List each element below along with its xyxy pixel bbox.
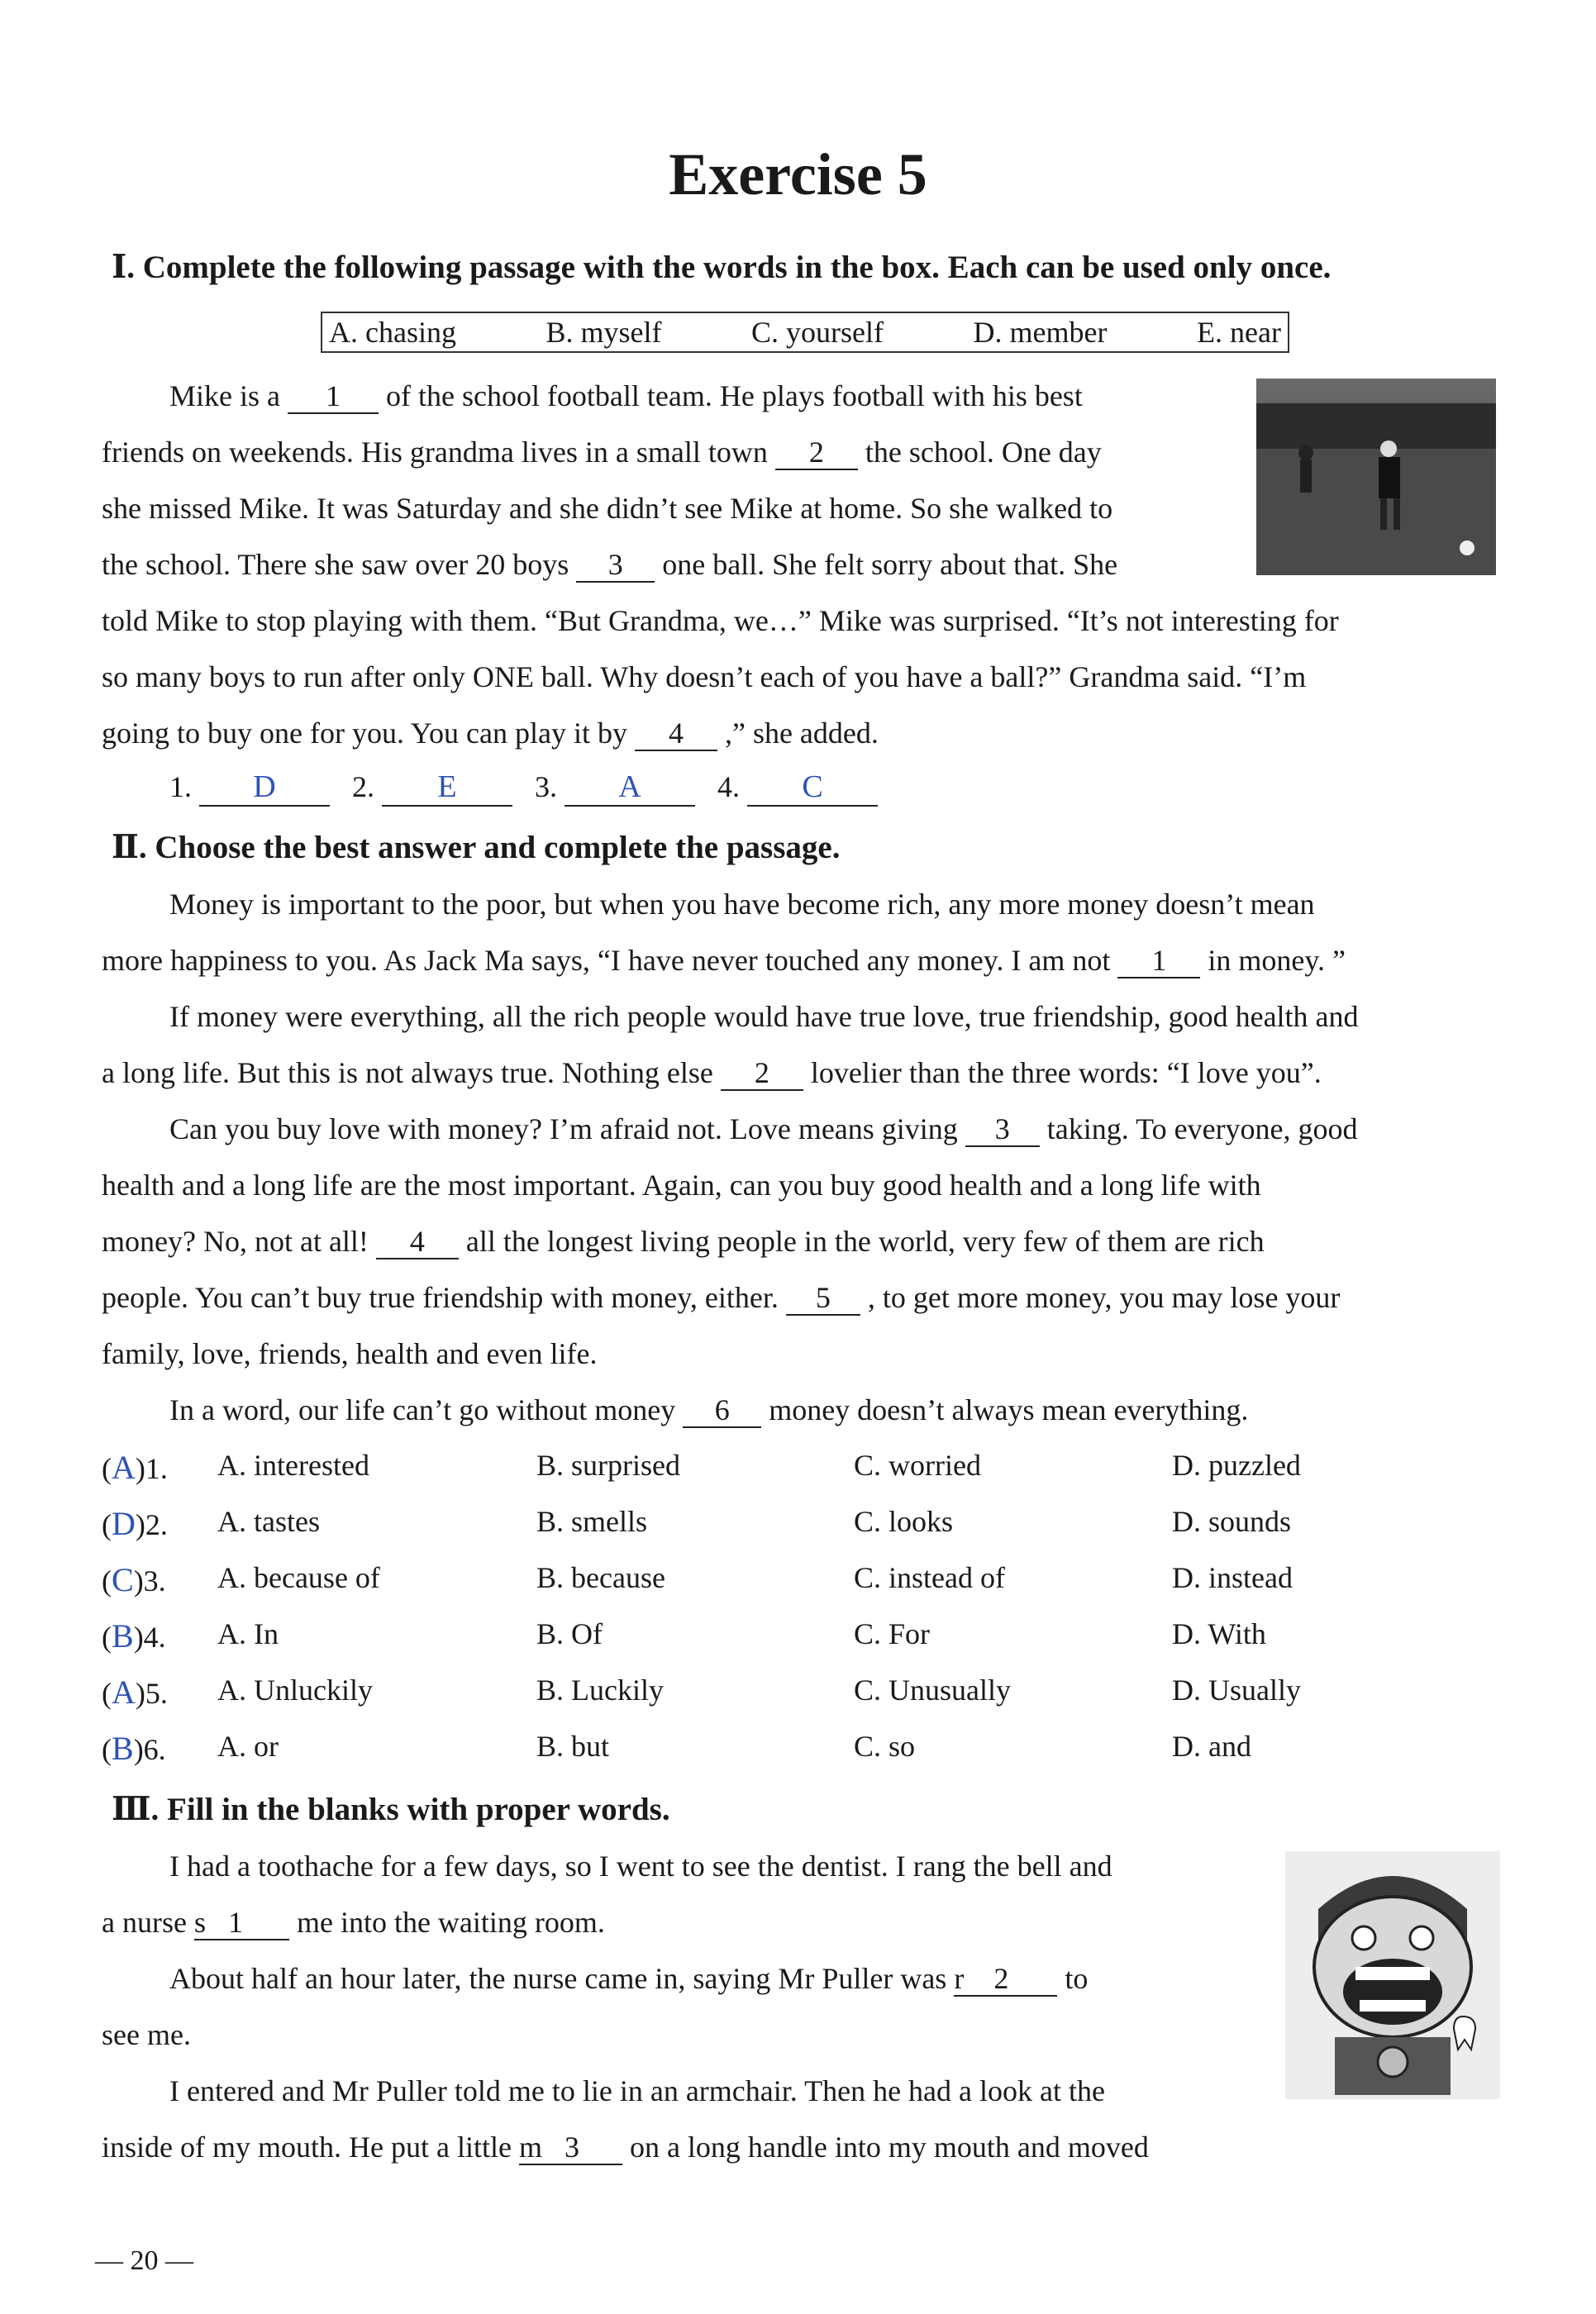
- s2-line-3: If money were everything, all the rich people would have true love, true friendship, good health and: [169, 1000, 1359, 1033]
- section1-heading: Ⅰ. Complete the following passage with the words in the box. Each can be used only once.: [112, 250, 1332, 285]
- s2-line-4: a long life. But this is not always true. Nothing else 2 lovelier than the three words: “I love you”.: [102, 1056, 1322, 1089]
- s3-line-4: see me.: [102, 2018, 191, 2051]
- blank-1: s 1: [194, 1907, 289, 1940]
- s2-line-5: Can you buy love with money? I’m afraid not. Love means giving 3 taking. To everyone, good: [169, 1112, 1358, 1145]
- blank-3: 3: [576, 550, 655, 583]
- blank-2: r 2: [954, 1964, 1057, 1997]
- question-4: (B)4. A. In B. Of C. For D. With: [102, 1617, 1266, 1655]
- word-box: [321, 312, 1289, 353]
- blank-4: 4: [635, 718, 717, 751]
- s2-line-8: people. You can’t buy true friendship with money, either. 5 , to get more money, you may lose your: [102, 1281, 1341, 1314]
- blank-2: 2: [721, 1058, 803, 1091]
- chosen-answer: C: [112, 1561, 134, 1598]
- s2-line-6: health and a long life are the most important. Again, can you buy good health and a long life with: [102, 1169, 1261, 1202]
- word-box-item: B. myself: [545, 316, 662, 349]
- section2-heading: Ⅱ. Choose the best answer and complete the passage.: [112, 830, 841, 865]
- question-6: (B)6. A. or B. but C. so D. and: [102, 1730, 1251, 1767]
- s1-answers: 1. D 2. E 3. A 4. C: [169, 769, 878, 807]
- s2-line-1: Money is important to the poor, but when you have become rich, any more money doesn’t mean: [169, 888, 1315, 921]
- word-box-item: A. chasing: [329, 316, 456, 349]
- answer-1: D: [199, 769, 330, 807]
- football-photo: [1256, 379, 1496, 575]
- question-3: (C)3. A. because of B. because C. instead of D. instead: [102, 1561, 1293, 1598]
- s2-line-9: family, love, friends, health and even life.: [102, 1337, 598, 1370]
- chosen-answer: A: [112, 1674, 136, 1711]
- s1-line-5: told Mike to stop playing with them. “But Grandma, we…” Mike was surprised. “It’s not interesting for: [102, 604, 1339, 637]
- blank-5: 5: [786, 1283, 860, 1316]
- page-number: — 20 —: [95, 2245, 193, 2276]
- football-photo-art: [1256, 379, 1496, 575]
- blank-3: 3: [965, 1114, 1040, 1147]
- s3-line-6: inside of my mouth. He put a little m 3 on a long handle into my mouth and moved: [102, 2131, 1149, 2164]
- section3-heading: Ⅲ. Fill in the blanks with proper words.: [112, 1792, 670, 1827]
- s2-line-7: money? No, not at all! 4 all the longest living people in the world, very few of them are rich: [102, 1225, 1265, 1258]
- chosen-answer: D: [112, 1505, 136, 1542]
- question-5: (A)5. A. Unluckily B. Luckily C. Unusually D. Usually: [102, 1674, 1301, 1711]
- s1-line-3: she missed Mike. It was Saturday and she didn’t see Mike at home. So she walked to: [102, 492, 1113, 525]
- word-box-item: D. member: [973, 316, 1108, 349]
- s3-line-3: About half an hour later, the nurse came in, saying Mr Puller was r 2 to: [169, 1962, 1089, 1995]
- s1-line-6: so many boys to run after only ONE ball. Why doesn’t each of you have a ball?” Grandma said. “I’m: [102, 660, 1307, 693]
- word-box-item: C. yourself: [751, 316, 884, 349]
- dentist-illustration: [1285, 1851, 1500, 2099]
- chosen-answer: B: [112, 1617, 134, 1655]
- s3-line-5: I entered and Mr Puller told me to lie in an armchair. Then he had a look at the: [169, 2074, 1105, 2107]
- blank-3: m 3: [519, 2132, 622, 2165]
- s1-line-2: friends on weekends. His grandma lives in a small town 2 the school. One day: [102, 436, 1102, 469]
- s1-line-7: going to buy one for you. You can play it by 4 ,” she added.: [102, 717, 879, 750]
- answer-4: C: [747, 769, 878, 807]
- blank-2: 2: [775, 437, 858, 470]
- s3-line-2: a nurse s 1 me into the waiting room.: [102, 1906, 605, 1939]
- word-box-item: E. near: [1197, 316, 1281, 349]
- s2-line-2: more happiness to you. As Jack Ma says, “I have never touched any money. I am not 1 in money. ”: [102, 944, 1346, 977]
- s2-line-10: In a word, our life can’t go without money 6 money doesn’t always mean everything.: [169, 1393, 1249, 1426]
- blank-6: 6: [683, 1395, 761, 1428]
- question-1: (A)1. A. interested B. surprised C. worried D. puzzled: [102, 1449, 1301, 1486]
- answer-3: A: [565, 769, 695, 807]
- page-title: Exercise 5: [669, 141, 927, 207]
- blank-1: 1: [288, 381, 379, 414]
- blank-1: 1: [1117, 945, 1200, 978]
- dentist-illustration-art: [1285, 1851, 1500, 2099]
- chosen-answer: A: [112, 1449, 136, 1486]
- s1-line-4: the school. There she saw over 20 boys 3 one ball. She felt sorry about that. She: [102, 548, 1118, 581]
- s1-line-1: Mike is a 1 of the school football team. He plays football with his best: [169, 379, 1083, 412]
- chosen-answer: B: [112, 1730, 134, 1767]
- s3-line-1: I had a toothache for a few days, so I went to see the dentist. I rang the bell and: [169, 1850, 1112, 1883]
- question-2: (D)2. A. tastes B. smells C. looks D. sounds: [102, 1505, 1292, 1542]
- answer-2: E: [382, 769, 512, 807]
- blank-4: 4: [376, 1226, 459, 1259]
